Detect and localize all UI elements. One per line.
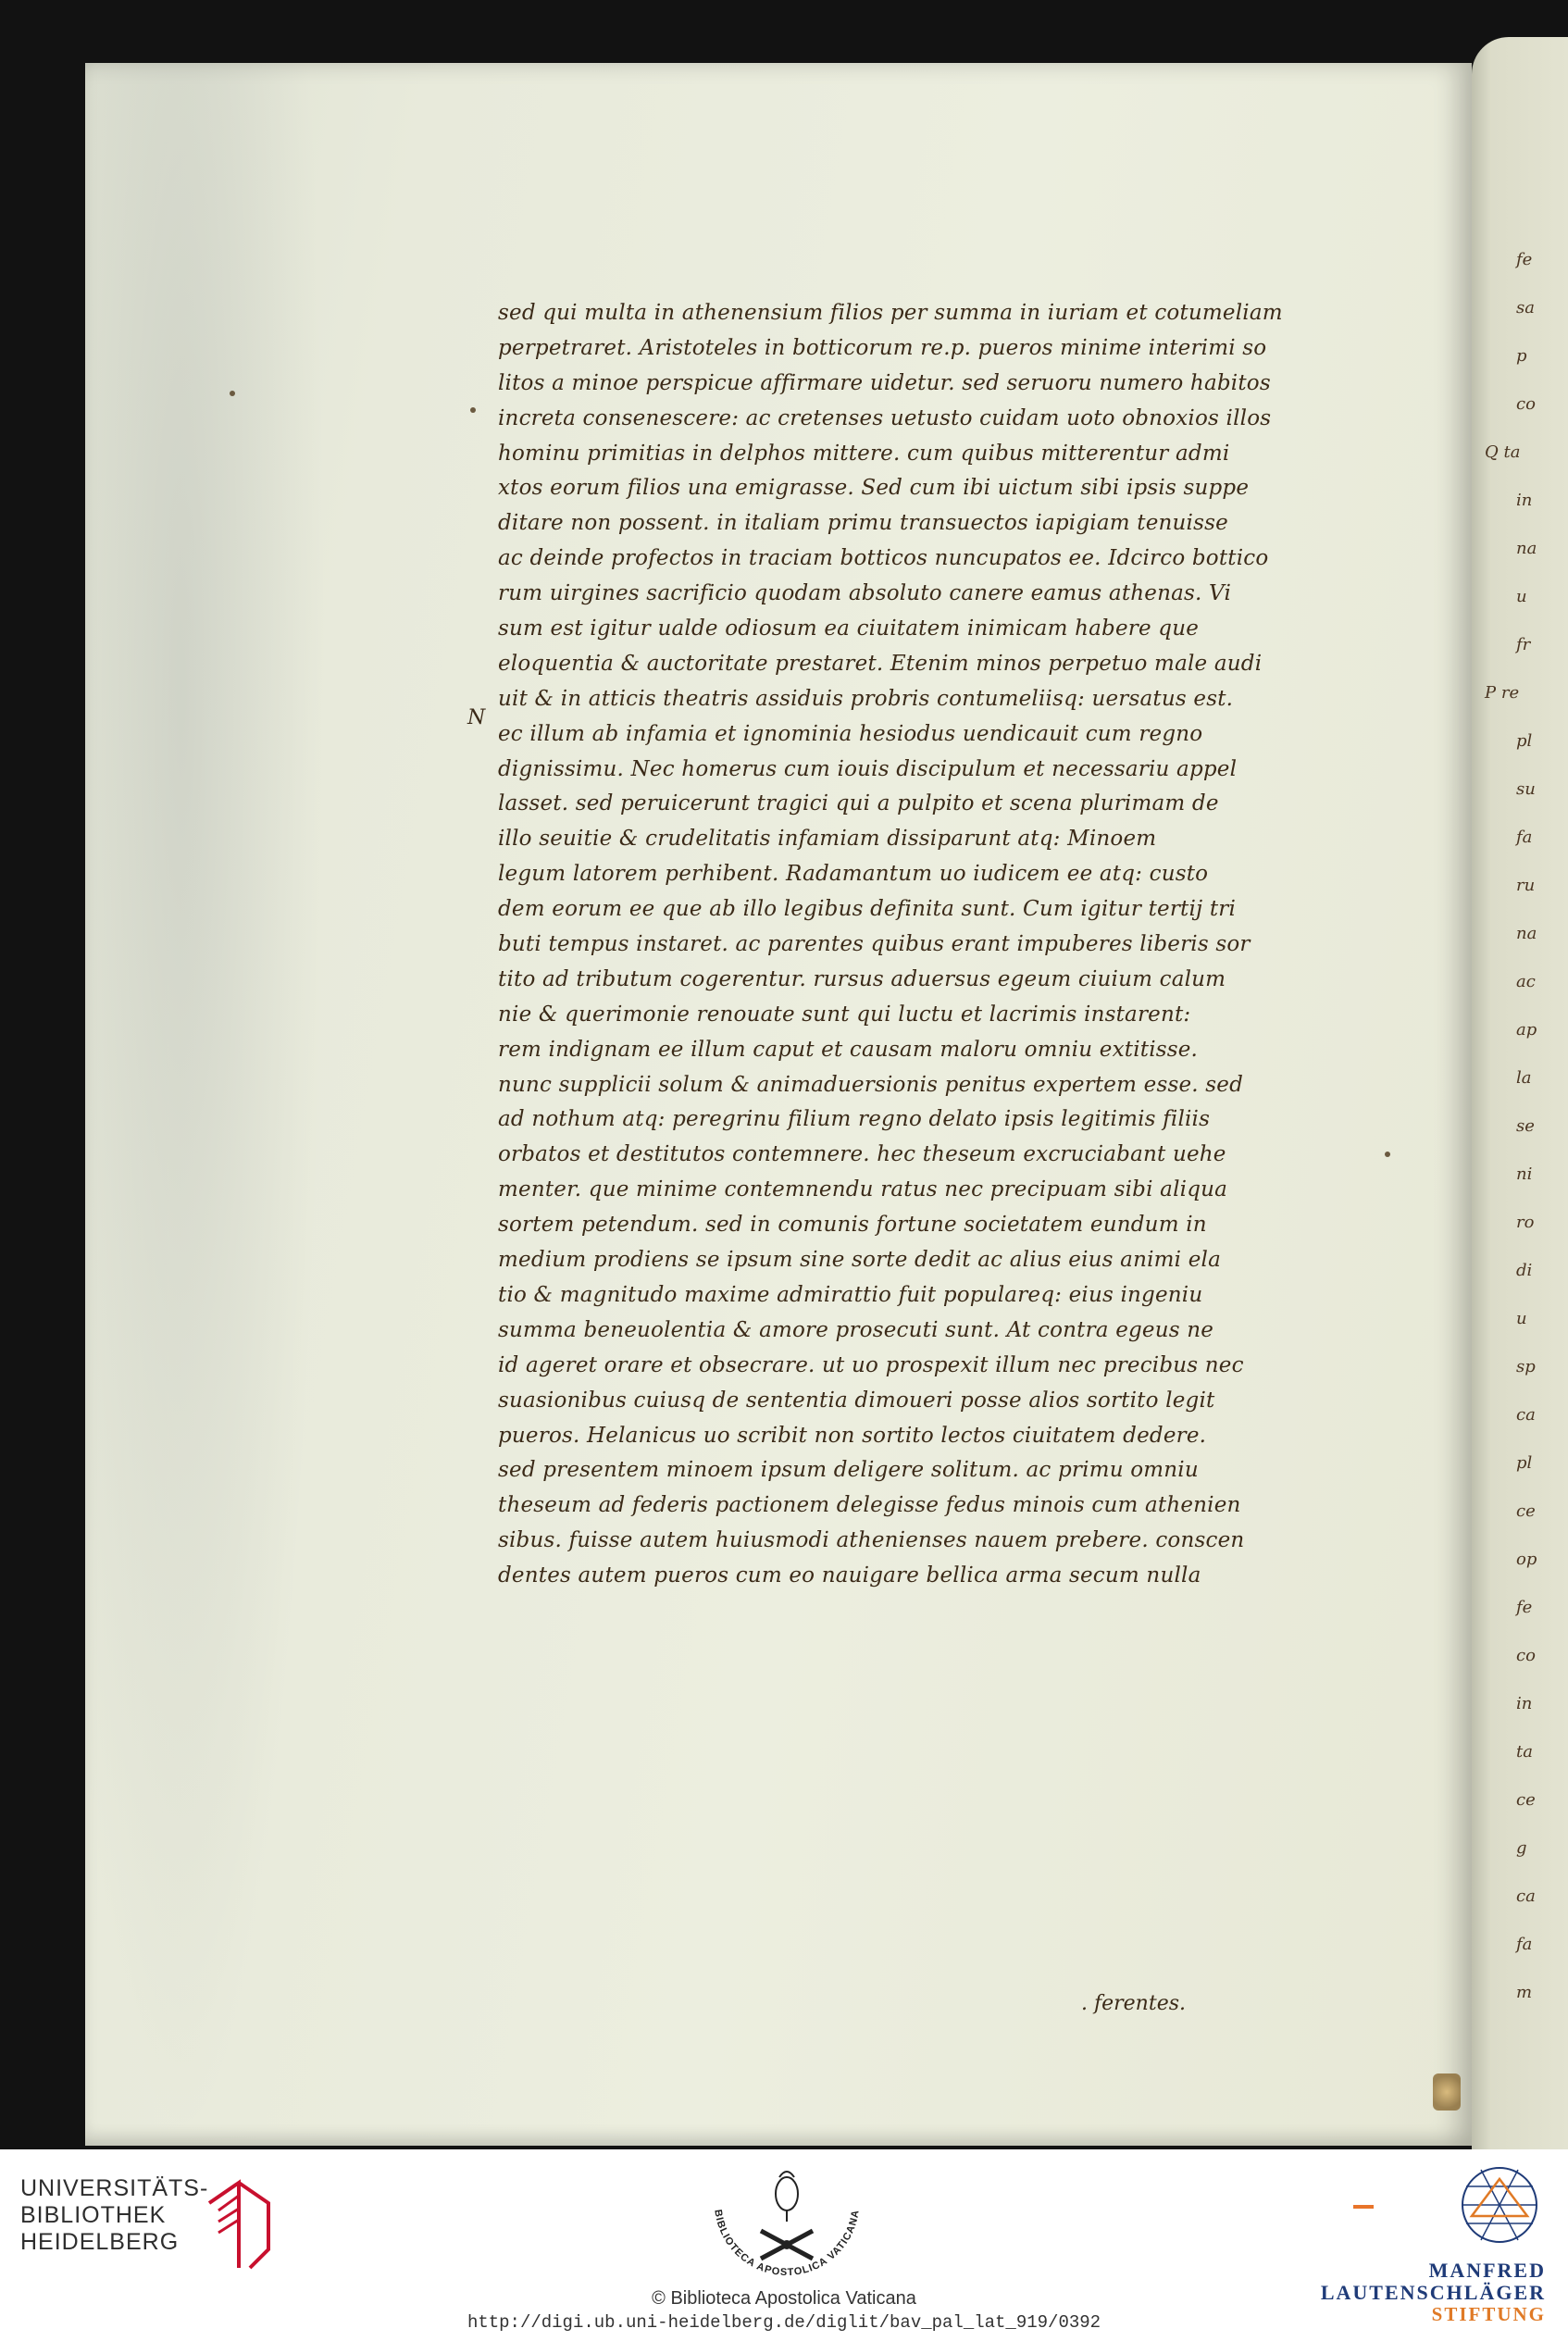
manuscript-line: perpetraret. Aristoteles in botticorum re.p. pueros minime interimi so (498, 335, 1267, 360)
manuscript-line: rum uirgines sacrificio quodam absoluto canere eamus athenas. Vi (498, 581, 1232, 606)
facing-leaf-fragment: g (1516, 1838, 1527, 1858)
manuscript-line: orbatos et destitutos contemnere. hec theseum excruciabant uehe (498, 1142, 1226, 1167)
facing-leaf-fragment: co (1516, 394, 1536, 414)
manuscript-line: tio & magnitudo maxime admirattio fuit populareq: eius ingeniu (498, 1282, 1203, 1307)
facing-leaf-fragment: sa (1516, 298, 1535, 318)
manuscript-line: eloquentia & auctoritate prestaret. Etenim minos perpetuo male audi (498, 651, 1263, 676)
manuscript-line: sed presentem minoem ipsum deligere solitum. ac primu omniu (498, 1458, 1199, 1483)
facing-leaf-fragment: in (1516, 491, 1533, 510)
manuscript-line: uit & in atticis theatris assiduis probris contumeliisq: uersatus est. (498, 686, 1234, 711)
facing-leaf-fragment: fa (1516, 1935, 1533, 1954)
facing-leaf-fragment: fe (1516, 250, 1533, 269)
facing-leaf-fragment: op (1516, 1550, 1537, 1569)
manuscript-line: dignissimu. Nec homerus cum iouis discipulum et necessariu appel (498, 756, 1238, 781)
manuscript-line: dem eorum ee que ab illo legibus definita sunt. Cum igitur tertij tri (498, 897, 1237, 922)
facing-leaf-fragment: pl (1516, 731, 1533, 751)
manuscript-line: sum est igitur ualde odiosum ea ciuitatem inimicam habere que (498, 616, 1200, 641)
ub-logo-line: BIBLIOTHEK (20, 2202, 167, 2228)
margin-initial: N (467, 706, 486, 729)
facing-leaf-fragment: ce (1516, 1790, 1536, 1810)
facing-leaf-fragment: fa (1516, 828, 1533, 847)
manuscript-line: nunc supplicii solum & animaduersionis penitus expertem esse. sed (498, 1072, 1244, 1097)
facing-leaf-fragment: se (1516, 1116, 1535, 1136)
facing-leaf-fragment: p (1516, 346, 1527, 366)
manuscript-line: sed qui multa in athenensium filios per summa in iuriam et cotumeliam (498, 301, 1283, 325)
manuscript-line: pueros. Helanicus uo scribit non sortito lectos ciuitatem dedere. (498, 1423, 1207, 1448)
facing-leaf-fragment: ca (1516, 1886, 1536, 1906)
manuscript-line: dentes autem pueros cum eo nauigare bellica arma secum nulla (498, 1563, 1201, 1588)
manuscript-line: increta consenescere: ac cretenses uetusto cuidam uoto obnoxios illos (498, 405, 1272, 430)
manuscript-line: litos a minoe perspicue affirmare uidetur. sed seruoru numero habitos (498, 370, 1271, 395)
manuscript-line: id ageret orare et obsecrare. ut uo prospexit illum nec precibus nec (498, 1352, 1244, 1377)
ml-emblem-icon (1453, 2160, 1546, 2257)
margin-dot (230, 391, 235, 396)
facing-leaf-fragment: na (1516, 924, 1537, 943)
facing-leaf-fragment: in (1516, 1694, 1533, 1713)
manuscript-line: sibus. fuisse autem huiusmodi athenienses nauem prebere. conscen (498, 1528, 1245, 1553)
binding-clasp (1433, 2073, 1461, 2111)
manuscript-line: legum latorem perhibent. Radamantum uo iudicem ee atq: custo (498, 862, 1209, 887)
facing-leaf-fragment: m (1516, 1983, 1533, 2002)
ub-logo-line: UNIVERSITÄTS- (20, 2175, 209, 2201)
footer-bar (0, 2149, 1568, 2341)
facing-leaf-edge (1472, 37, 1568, 2149)
facing-leaf-fragment: ac (1516, 972, 1536, 991)
manuscript-line: rem indignam ee illum caput et causam maloru omniu extitisse. (498, 1037, 1199, 1062)
bav-arc-text: BIBLIOTECA APOSTOLICA VATICANA (712, 2209, 862, 2279)
manuscript-line: ac deinde profectos in traciam botticos nuncupatos ee. Idcirco bottico (498, 546, 1269, 571)
facing-leaf-fragment: co (1516, 1646, 1536, 1665)
manuscript-line: buti tempus instaret. ac parentes quibus erant impuberes liberis sor (498, 932, 1251, 957)
facing-leaf-fragment: u (1516, 587, 1527, 606)
facing-leaf-fragment: pl (1516, 1453, 1533, 1473)
manuscript-line: illo seuitie & crudelitatis infamiam dissiparunt atq: Minoem (498, 827, 1157, 852)
manuscript-line: ad nothum atq: peregrinu filium regno delato ipsis legitimis filiis (498, 1107, 1211, 1132)
manuscript-line: hominu primitias in delphos mittere. cum quibus mitterentur admi (498, 441, 1230, 466)
manuscript-line: medium prodiens se ipsum sine sorte dedit ac alius eius animi ela (498, 1248, 1222, 1273)
bav-emblem-icon (694, 2166, 879, 2286)
facing-leaf-fragment: ca (1516, 1405, 1536, 1425)
facing-leaf-fragment: fr (1516, 635, 1531, 654)
facing-leaf-fragment: la (1516, 1068, 1532, 1088)
facing-leaf-fragment: na (1516, 539, 1537, 558)
manuscript-line: summa beneuolentia & amore prosecuti sunt. At contra egeus ne (498, 1317, 1214, 1342)
ub-heidelberg-logo[interactable] (20, 2175, 208, 2256)
permalink-url[interactable]: http://digi.ub.uni-heidelberg.de/diglit/bav_pal_lat_919/0392 (467, 2312, 1101, 2333)
facing-leaf-fragment: P re (1485, 683, 1520, 703)
manuscript-line: theseum ad federis pactionem delegisse fedus minois cum athenien (498, 1493, 1241, 1518)
facing-leaf-fragment: ni (1516, 1164, 1533, 1184)
ml-dash (1353, 2205, 1374, 2209)
ml-logo-line: MANFRED (1428, 2259, 1546, 2282)
facing-leaf-fragment: di (1516, 1261, 1533, 1280)
ml-logo-line: STIFTUNG (1431, 2303, 1546, 2325)
manuscript-line: ditare non possent. in italiam primu transuectos iapigiam tenuisse (498, 511, 1228, 536)
manuscript-line: sortem petendum. sed in comunis fortune societatem eundum in (498, 1213, 1207, 1238)
copyright-notice: © Biblioteca Apostolica Vaticana (652, 2288, 916, 2309)
facing-leaf-fragment: sp (1516, 1357, 1536, 1376)
facing-leaf-fragment: ap (1516, 1020, 1537, 1040)
facing-leaf-fragment: Q ta (1485, 442, 1521, 462)
manuscript-line: suasionibus cuiusq de sententia dimoueri posse alios sortito legit (498, 1388, 1215, 1413)
facing-leaf-fragment: fe (1516, 1598, 1533, 1617)
facing-leaf-fragment: ce (1516, 1501, 1536, 1521)
manuscript-line: nie & querimonie renouate sunt qui luctu et lacrimis instarent: (498, 1002, 1191, 1027)
manuscript-line: menter. que minime contemnendu ratus nec precipuam sibi aliqua (498, 1177, 1228, 1202)
facing-leaf-fragment: u (1516, 1309, 1527, 1328)
manuscript-line: ec illum ab infamia et ignominia hesiodus uendicauit cum regno (498, 721, 1203, 746)
ub-logo-line: HEIDELBERG (20, 2229, 180, 2255)
ml-logo-line: LAUTENSCHLÄGER (1320, 2281, 1546, 2304)
manuscript-line: lasset. sed peruicerunt tragici qui a pulpito et scena plurimam de (498, 791, 1219, 816)
catchword: . ferentes. (1081, 1992, 1186, 2015)
facing-leaf-fragment: ta (1516, 1742, 1533, 1762)
margin-dot (470, 407, 476, 413)
margin-dot (1385, 1152, 1390, 1157)
manuscript-line: xtos eorum filios una emigrasse. Sed cum ibi uictum sibi ipsis suppe (498, 476, 1250, 501)
facing-leaf-fragment: ru (1516, 876, 1536, 895)
facing-leaf-fragment: ro (1516, 1213, 1535, 1232)
facing-leaf-fragment: su (1516, 779, 1536, 799)
manuscript-line: tito ad tributum cogerentur. rursus aduersus egeum ciuium calum (498, 966, 1226, 991)
ub-mark-icon (202, 2175, 276, 2277)
manuscript-text-block (498, 296, 1313, 1594)
